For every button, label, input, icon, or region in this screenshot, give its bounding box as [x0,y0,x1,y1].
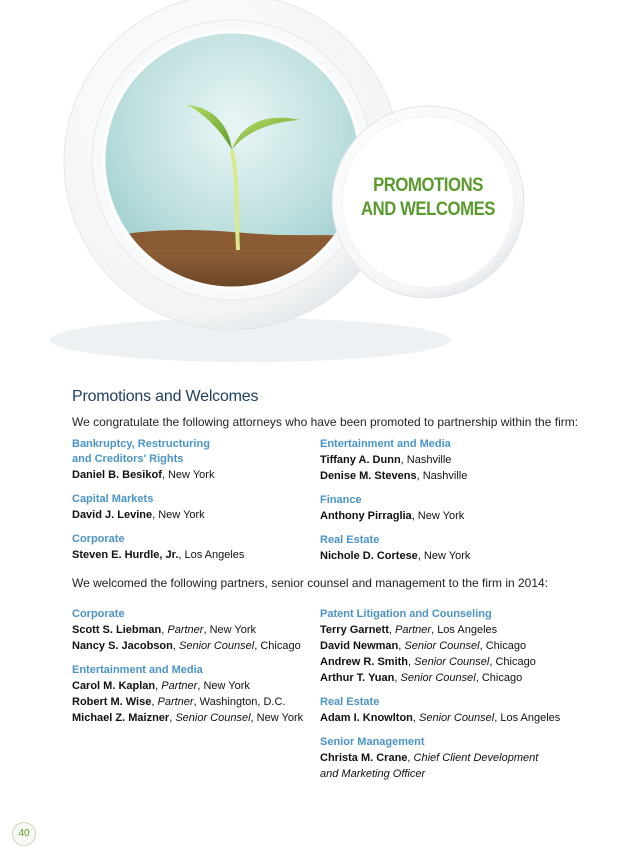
category-heading: Senior Management [320,736,425,748]
category-heading: Corporate [72,608,125,620]
list-item: Adam I. Knowlton, Senior Counsel, Los Angeles [320,712,561,724]
list-item: Daniel B. Besikof, New York [72,469,215,481]
category-heading: Real Estate [320,534,380,546]
category-heading: Patent Litigation and Counseling [320,608,492,620]
hero-title-line2: AND WELCOMES [360,199,496,220]
category-heading: Entertainment and Media [72,664,203,676]
list-item: Anthony Pirraglia, New York [320,510,465,522]
section-title: Promotions and Welcomes [72,388,259,405]
category-heading: Entertainment and Media [320,438,451,450]
list-item: Michael Z. Maizner, Senior Counsel, New York [72,712,304,724]
list-item: Terry Garnett, Partner, Los Angeles [320,624,498,636]
list-item: Nancy S. Jacobson, Senior Counsel, Chicago [72,640,301,652]
category-heading: Corporate [72,533,125,545]
list-item: Arthur T. Yuan, Senior Counsel, Chicago [320,672,523,684]
list-item: Denise M. Stevens, Nashville [320,470,468,482]
category-heading: Bankruptcy, Restructuring and Creditors' Rights [72,438,210,465]
list-item: Nichole D. Cortese, New York [320,550,471,562]
category-heading: Real Estate [320,696,380,708]
hero-title-line1: PROMOTIONS [373,175,483,196]
list-item-continuation: and Marketing Officer [320,768,426,780]
list-item: David Newman, Senior Counsel, Chicago [320,640,527,652]
list-item: Christa M. Crane, Chief Client Development [320,752,539,764]
hero-illustration [0,0,640,380]
promoted-left-column [72,437,312,563]
list-item: David J. Levine, New York [72,509,205,521]
welcomed-right-column [320,607,580,782]
category-heading: Finance [320,494,362,506]
intro-promoted: We congratulate the following attorneys who have been promoted to partnership within the firm: [72,415,579,429]
intro-welcomed: We welcomed the following partners, senior counsel and management to the firm in 2014: [72,576,549,590]
list-item: Robert M. Wise, Partner, Washington, D.C. [72,696,286,708]
list-item: Steven E. Hurdle, Jr., Los Angeles [72,549,245,561]
category-heading: Capital Markets [72,493,154,505]
hero-title [358,174,499,222]
list-item: Andrew R. Smith, Senior Counsel, Chicago [320,656,536,668]
list-item: Tiffany A. Dunn, Nashville [320,454,452,466]
list-item: Scott S. Liebman, Partner, New York [72,624,257,636]
list-item: Carol M. Kaplan, Partner, New York [72,680,250,692]
welcomed-left-column [72,607,318,726]
promoted-right-column [320,437,560,564]
page-number: 40 [12,822,36,846]
